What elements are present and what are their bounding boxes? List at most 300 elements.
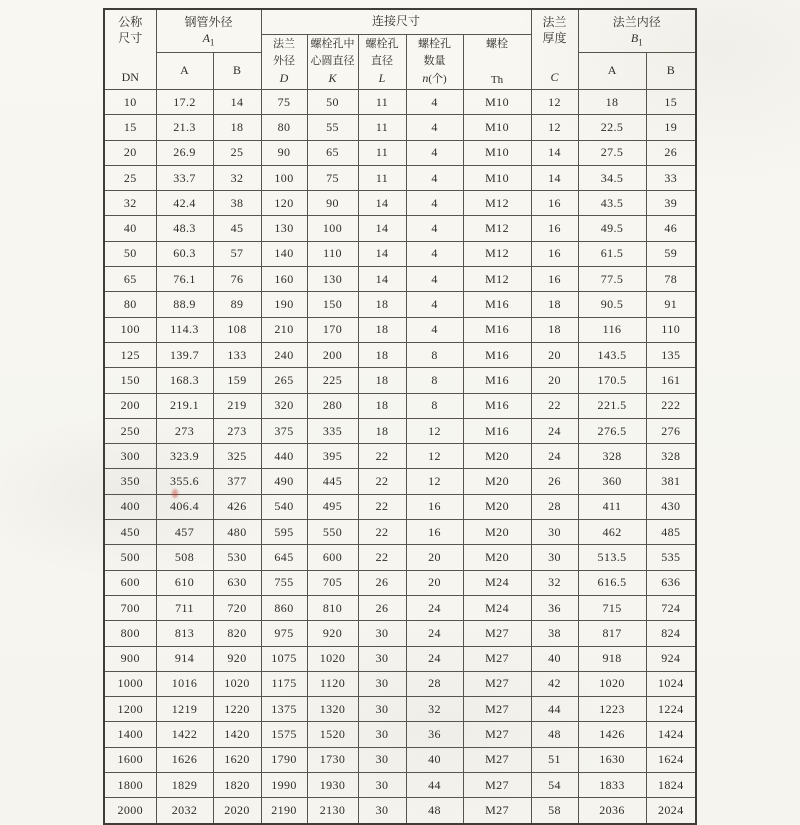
cell-flange-id-a: 1223: [578, 697, 646, 722]
header-nominal-size-line1: 公称: [118, 14, 143, 29]
cell-bolt-count-n: 4: [406, 140, 463, 165]
cell-bolt-circle-k: 50: [307, 90, 358, 115]
header-nominal-size: [104, 9, 156, 90]
cell-flange-od-d: 1990: [261, 773, 307, 798]
cell-bolt-hole-l: 22: [358, 444, 406, 469]
cell-thickness-c: 58: [531, 798, 578, 824]
table-row: [104, 267, 696, 292]
cell-flange-id-b: 33: [646, 165, 696, 190]
cell-bolt-hole-l: 14: [358, 216, 406, 241]
cell-flange-id-b: 1424: [646, 722, 696, 747]
cell-flange-id-a: 49.5: [578, 216, 646, 241]
cell-bolt-circle-k: 1730: [307, 747, 358, 772]
header-bolt-hole-line1: 螺栓孔: [365, 38, 399, 50]
cell-bolt-hole-l: 18: [358, 368, 406, 393]
cell-dn: 1000: [104, 671, 156, 696]
header-flange-id-a: A: [578, 53, 646, 90]
cell-pipe-od-a: 114.3: [156, 317, 213, 342]
cell-pipe-od-b: 920: [213, 646, 261, 671]
cell-bolt-th: M12: [463, 267, 531, 292]
cell-pipe-od-b: 630: [213, 570, 261, 595]
cell-bolt-circle-k: 55: [307, 115, 358, 140]
header-nominal-size-symbol: DN: [121, 69, 139, 84]
cell-pipe-od-b: 1620: [213, 747, 261, 772]
table-row: [104, 798, 696, 824]
header-pipe-od-title: 钢管外径: [184, 15, 233, 30]
cell-thickness-c: 16: [531, 216, 578, 241]
cell-bolt-circle-k: 2130: [307, 798, 358, 824]
header-bolt-count-line2: 数量: [423, 55, 446, 68]
cell-dn: 150: [104, 368, 156, 393]
table-row: [104, 115, 696, 140]
cell-pipe-od-b: 273: [213, 418, 261, 443]
cell-flange-id-b: 485: [646, 520, 696, 545]
cell-flange-id-a: 77.5: [578, 267, 646, 292]
cell-thickness-c: 16: [531, 191, 578, 216]
cell-pipe-od-b: 1020: [213, 671, 261, 696]
cell-dn: 400: [104, 494, 156, 519]
cell-bolt-count-n: 8: [406, 393, 463, 418]
cell-bolt-count-n: 4: [406, 90, 463, 115]
cell-pipe-od-a: 2032: [156, 798, 213, 824]
cell-thickness-c: 18: [531, 317, 578, 342]
cell-thickness-c: 24: [531, 444, 578, 469]
cell-flange-id-a: 61.5: [578, 241, 646, 266]
cell-bolt-count-n: 4: [406, 292, 463, 317]
cell-bolt-th: M16: [463, 342, 531, 367]
cell-bolt-circle-k: 170: [307, 317, 358, 342]
cell-bolt-circle-k: 130: [307, 267, 358, 292]
cell-bolt-hole-l: 26: [358, 595, 406, 620]
table-row: [104, 241, 696, 266]
cell-bolt-hole-l: 11: [358, 165, 406, 190]
cell-pipe-od-b: 108: [213, 317, 261, 342]
cell-flange-id-b: 26: [646, 140, 696, 165]
cell-thickness-c: 14: [531, 140, 578, 165]
cell-dn: 1600: [104, 747, 156, 772]
cell-flange-od-d: 190: [261, 292, 307, 317]
cell-dn: 1200: [104, 697, 156, 722]
cell-bolt-th: M16: [463, 292, 531, 317]
cell-pipe-od-b: 76: [213, 267, 261, 292]
cell-bolt-hole-l: 30: [358, 646, 406, 671]
cell-pipe-od-b: 133: [213, 342, 261, 367]
cell-bolt-hole-l: 18: [358, 317, 406, 342]
table-row: [104, 292, 696, 317]
header-bolt-circle-line2: 心圆直径: [310, 55, 355, 68]
cell-flange-od-d: 1790: [261, 747, 307, 772]
cell-bolt-circle-k: 1320: [307, 697, 358, 722]
cell-flange-id-b: 535: [646, 545, 696, 570]
header-bolt-circle-line1: 螺栓孔中: [310, 38, 355, 50]
cell-bolt-count-n: 4: [406, 241, 463, 266]
cell-bolt-hole-l: 14: [358, 191, 406, 216]
table-header: [104, 9, 696, 90]
table-body: [104, 90, 696, 824]
cell-flange-id-b: 824: [646, 621, 696, 646]
cell-flange-id-b: 381: [646, 469, 696, 494]
cell-bolt-circle-k: 600: [307, 545, 358, 570]
cell-flange-od-d: 975: [261, 621, 307, 646]
cell-flange-od-d: 1375: [261, 697, 307, 722]
table-row: [104, 621, 696, 646]
cell-bolt-hole-l: 22: [358, 469, 406, 494]
table-row: [104, 342, 696, 367]
cell-pipe-od-b: 219: [213, 393, 261, 418]
cell-thickness-c: 26: [531, 469, 578, 494]
cell-flange-id-a: 2036: [578, 798, 646, 824]
cell-dn: 32: [104, 191, 156, 216]
cell-bolt-count-n: 24: [406, 595, 463, 620]
cell-pipe-od-b: 530: [213, 545, 261, 570]
cell-dn: 10: [104, 90, 156, 115]
cell-bolt-th: M10: [463, 90, 531, 115]
cell-bolt-count-n: 4: [406, 115, 463, 140]
cell-bolt-circle-k: 100: [307, 216, 358, 241]
flange-dimension-table-container: [103, 8, 697, 825]
header-flange-od-line2: 外径: [273, 55, 296, 68]
cell-bolt-circle-k: 1020: [307, 646, 358, 671]
cell-pipe-od-a: 711: [156, 595, 213, 620]
cell-bolt-hole-l: 11: [358, 90, 406, 115]
cell-bolt-count-n: 24: [406, 646, 463, 671]
header-pipe-od-group: [156, 9, 261, 53]
cell-thickness-c: 24: [531, 418, 578, 443]
cell-bolt-hole-l: 18: [358, 393, 406, 418]
cell-dn: 2000: [104, 798, 156, 824]
cell-thickness-c: 32: [531, 570, 578, 595]
cell-pipe-od-a: 168.3: [156, 368, 213, 393]
cell-bolt-count-n: 20: [406, 570, 463, 595]
table-row: [104, 216, 696, 241]
cell-dn: 200: [104, 393, 156, 418]
cell-flange-od-d: 120: [261, 191, 307, 216]
cell-bolt-th: M27: [463, 773, 531, 798]
table-row: [104, 368, 696, 393]
cell-pipe-od-a: 21.3: [156, 115, 213, 140]
cell-flange-od-d: 80: [261, 115, 307, 140]
cell-flange-id-a: 715: [578, 595, 646, 620]
cell-flange-id-b: 1224: [646, 697, 696, 722]
cell-pipe-od-b: 32: [213, 165, 261, 190]
cell-pipe-od-a: 406.4: [156, 494, 213, 519]
cell-dn: 50: [104, 241, 156, 266]
cell-flange-id-a: 170.5: [578, 368, 646, 393]
cell-pipe-od-a: 457: [156, 520, 213, 545]
cell-flange-id-a: 513.5: [578, 545, 646, 570]
cell-bolt-th: M16: [463, 317, 531, 342]
cell-bolt-hole-l: 11: [358, 140, 406, 165]
table-row: [104, 671, 696, 696]
table-row: [104, 494, 696, 519]
table-row: [104, 747, 696, 772]
cell-pipe-od-a: 355.6: [156, 469, 213, 494]
cell-bolt-th: M10: [463, 165, 531, 190]
cell-bolt-circle-k: 1930: [307, 773, 358, 798]
cell-bolt-hole-l: 30: [358, 697, 406, 722]
cell-flange-id-b: 2024: [646, 798, 696, 824]
cell-bolt-circle-k: 280: [307, 393, 358, 418]
cell-flange-id-a: 143.5: [578, 342, 646, 367]
cell-pipe-od-b: 38: [213, 191, 261, 216]
cell-bolt-th: M27: [463, 671, 531, 696]
cell-flange-id-a: 411: [578, 494, 646, 519]
cell-bolt-count-n: 8: [406, 342, 463, 367]
cell-thickness-c: 54: [531, 773, 578, 798]
header-pipe-od-symbol: $A_1$: [202, 31, 215, 48]
header-bolt-count-symbol: n(个): [422, 71, 447, 86]
cell-dn: 1800: [104, 773, 156, 798]
cell-flange-od-d: 320: [261, 393, 307, 418]
cell-bolt-circle-k: 150: [307, 292, 358, 317]
cell-flange-id-b: 110: [646, 317, 696, 342]
cell-thickness-c: 38: [531, 621, 578, 646]
header-bolt-circle: [307, 35, 358, 90]
cell-thickness-c: 12: [531, 90, 578, 115]
cell-flange-id-a: 18: [578, 90, 646, 115]
cell-flange-id-b: 161: [646, 368, 696, 393]
cell-thickness-c: 30: [531, 520, 578, 545]
cell-bolt-count-n: 32: [406, 697, 463, 722]
header-connection-title: 连接尺寸: [372, 14, 421, 29]
cell-flange-id-a: 918: [578, 646, 646, 671]
cell-pipe-od-b: 1420: [213, 722, 261, 747]
header-flange-thickness-symbol: C: [550, 69, 559, 84]
cell-bolt-count-n: 4: [406, 165, 463, 190]
table-row: [104, 722, 696, 747]
header-pipe-od-a: A: [156, 53, 213, 90]
table-row: [104, 90, 696, 115]
cell-bolt-count-n: 20: [406, 545, 463, 570]
cell-flange-id-b: 1824: [646, 773, 696, 798]
header-flange-thickness-line2: 厚度: [542, 30, 567, 45]
cell-dn: 40: [104, 216, 156, 241]
cell-dn: 500: [104, 545, 156, 570]
cell-pipe-od-b: 480: [213, 520, 261, 545]
cell-bolt-count-n: 48: [406, 798, 463, 824]
cell-pipe-od-a: 1422: [156, 722, 213, 747]
cell-pipe-od-a: 1016: [156, 671, 213, 696]
scan-artifact-red-mark: [172, 489, 178, 498]
cell-dn: 80: [104, 292, 156, 317]
cell-bolt-hole-l: 30: [358, 722, 406, 747]
header-flange-od-line1: 法兰: [273, 38, 296, 50]
cell-flange-id-a: 22.5: [578, 115, 646, 140]
cell-bolt-count-n: 16: [406, 494, 463, 519]
cell-bolt-hole-l: 30: [358, 671, 406, 696]
cell-flange-id-a: 616.5: [578, 570, 646, 595]
header-bolt-thread: [463, 35, 531, 90]
cell-bolt-circle-k: 1520: [307, 722, 358, 747]
header-flange-od-symbol: D: [279, 71, 289, 86]
cell-pipe-od-b: 25: [213, 140, 261, 165]
cell-flange-od-d: 240: [261, 342, 307, 367]
cell-bolt-count-n: 44: [406, 773, 463, 798]
header-bolt-hole: [358, 35, 406, 90]
header-bolt-thread-line1: 螺栓: [486, 38, 509, 50]
cell-bolt-count-n: 4: [406, 216, 463, 241]
cell-flange-id-b: 222: [646, 393, 696, 418]
cell-pipe-od-a: 42.4: [156, 191, 213, 216]
cell-bolt-th: M24: [463, 595, 531, 620]
cell-flange-id-b: 1624: [646, 747, 696, 772]
cell-bolt-th: M20: [463, 545, 531, 570]
cell-pipe-od-a: 48.3: [156, 216, 213, 241]
cell-pipe-od-b: 1820: [213, 773, 261, 798]
cell-bolt-circle-k: 110: [307, 241, 358, 266]
cell-thickness-c: 40: [531, 646, 578, 671]
cell-pipe-od-b: 720: [213, 595, 261, 620]
cell-bolt-circle-k: 65: [307, 140, 358, 165]
cell-bolt-circle-k: 335: [307, 418, 358, 443]
header-bolt-thread-symbol: Th: [490, 73, 504, 86]
cell-flange-id-a: 34.5: [578, 165, 646, 190]
cell-thickness-c: 30: [531, 545, 578, 570]
flange-dimension-table: [103, 8, 697, 825]
cell-bolt-th: M16: [463, 418, 531, 443]
cell-flange-id-a: 817: [578, 621, 646, 646]
table-row: [104, 393, 696, 418]
cell-bolt-th: M12: [463, 241, 531, 266]
table-row: [104, 191, 696, 216]
cell-flange-od-d: 2190: [261, 798, 307, 824]
cell-pipe-od-a: 17.2: [156, 90, 213, 115]
cell-bolt-th: M24: [463, 570, 531, 595]
cell-flange-id-b: 924: [646, 646, 696, 671]
cell-flange-id-a: 27.5: [578, 140, 646, 165]
header-pipe-od-b: B: [213, 53, 261, 90]
cell-thickness-c: 14: [531, 165, 578, 190]
cell-dn: 800: [104, 621, 156, 646]
cell-thickness-c: 48: [531, 722, 578, 747]
cell-flange-od-d: 860: [261, 595, 307, 620]
cell-bolt-count-n: 4: [406, 317, 463, 342]
cell-dn: 1400: [104, 722, 156, 747]
header-nominal-size-line2: 尺寸: [118, 30, 143, 45]
header-bolt-circle-symbol: K: [328, 71, 337, 86]
table-row: [104, 418, 696, 443]
cell-flange-id-b: 724: [646, 595, 696, 620]
cell-thickness-c: 28: [531, 494, 578, 519]
cell-pipe-od-a: 1829: [156, 773, 213, 798]
cell-flange-id-a: 462: [578, 520, 646, 545]
cell-bolt-hole-l: 22: [358, 520, 406, 545]
cell-bolt-count-n: 24: [406, 621, 463, 646]
header-connection-group: [261, 9, 531, 35]
cell-pipe-od-a: 1219: [156, 697, 213, 722]
cell-thickness-c: 51: [531, 747, 578, 772]
cell-pipe-od-a: 273: [156, 418, 213, 443]
cell-thickness-c: 16: [531, 267, 578, 292]
cell-flange-id-a: 328: [578, 444, 646, 469]
cell-bolt-th: M12: [463, 216, 531, 241]
cell-dn: 20: [104, 140, 156, 165]
cell-flange-id-b: 328: [646, 444, 696, 469]
table-row: [104, 595, 696, 620]
cell-bolt-hole-l: 30: [358, 798, 406, 824]
cell-dn: 600: [104, 570, 156, 595]
cell-dn: 15: [104, 115, 156, 140]
cell-bolt-count-n: 40: [406, 747, 463, 772]
cell-flange-od-d: 100: [261, 165, 307, 190]
cell-flange-id-a: 1630: [578, 747, 646, 772]
cell-flange-id-b: 39: [646, 191, 696, 216]
table-row: [104, 545, 696, 570]
cell-flange-od-d: 440: [261, 444, 307, 469]
cell-flange-od-d: 160: [261, 267, 307, 292]
cell-pipe-od-a: 76.1: [156, 267, 213, 292]
cell-flange-id-a: 221.5: [578, 393, 646, 418]
cell-flange-od-d: 130: [261, 216, 307, 241]
cell-dn: 125: [104, 342, 156, 367]
cell-bolt-circle-k: 75: [307, 165, 358, 190]
cell-bolt-circle-k: 1120: [307, 671, 358, 696]
cell-flange-od-d: 375: [261, 418, 307, 443]
table-row: [104, 469, 696, 494]
cell-pipe-od-b: 377: [213, 469, 261, 494]
cell-bolt-circle-k: 550: [307, 520, 358, 545]
cell-flange-od-d: 1175: [261, 671, 307, 696]
cell-pipe-od-b: 426: [213, 494, 261, 519]
cell-bolt-circle-k: 920: [307, 621, 358, 646]
cell-pipe-od-b: 2020: [213, 798, 261, 824]
cell-flange-od-d: 90: [261, 140, 307, 165]
cell-pipe-od-a: 508: [156, 545, 213, 570]
header-bolt-hole-symbol: L: [378, 71, 386, 86]
cell-thickness-c: 16: [531, 241, 578, 266]
table-row: [104, 697, 696, 722]
cell-bolt-count-n: 36: [406, 722, 463, 747]
cell-flange-od-d: 1075: [261, 646, 307, 671]
cell-bolt-hole-l: 18: [358, 342, 406, 367]
cell-thickness-c: 44: [531, 697, 578, 722]
cell-bolt-circle-k: 200: [307, 342, 358, 367]
cell-thickness-c: 42: [531, 671, 578, 696]
cell-bolt-hole-l: 14: [358, 241, 406, 266]
cell-flange-id-a: 276.5: [578, 418, 646, 443]
cell-bolt-hole-l: 26: [358, 570, 406, 595]
cell-bolt-circle-k: 225: [307, 368, 358, 393]
cell-flange-id-a: 43.5: [578, 191, 646, 216]
cell-pipe-od-b: 89: [213, 292, 261, 317]
cell-pipe-od-b: 820: [213, 621, 261, 646]
cell-pipe-od-b: 325: [213, 444, 261, 469]
cell-bolt-th: M20: [463, 520, 531, 545]
cell-bolt-circle-k: 445: [307, 469, 358, 494]
cell-pipe-od-a: 60.3: [156, 241, 213, 266]
cell-flange-id-a: 90.5: [578, 292, 646, 317]
cell-flange-od-d: 645: [261, 545, 307, 570]
cell-pipe-od-a: 813: [156, 621, 213, 646]
cell-bolt-th: M27: [463, 697, 531, 722]
cell-flange-id-b: 636: [646, 570, 696, 595]
cell-bolt-hole-l: 30: [358, 747, 406, 772]
cell-bolt-th: M10: [463, 140, 531, 165]
cell-thickness-c: 20: [531, 368, 578, 393]
cell-flange-id-b: 15: [646, 90, 696, 115]
cell-pipe-od-a: 219.1: [156, 393, 213, 418]
cell-flange-id-a: 116: [578, 317, 646, 342]
header-flange-thickness: [531, 9, 578, 90]
header-flange-id-b: B: [646, 53, 696, 90]
cell-pipe-od-a: 33.7: [156, 165, 213, 190]
cell-flange-id-b: 1024: [646, 671, 696, 696]
cell-bolt-th: M27: [463, 722, 531, 747]
table-row: [104, 444, 696, 469]
cell-bolt-circle-k: 810: [307, 595, 358, 620]
cell-bolt-hole-l: 14: [358, 267, 406, 292]
cell-dn: 300: [104, 444, 156, 469]
